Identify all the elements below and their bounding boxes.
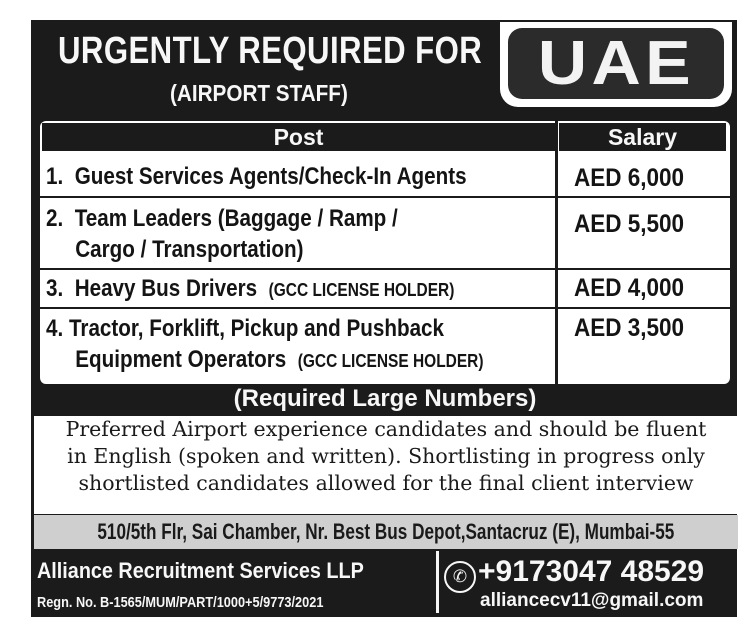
company-name: Alliance Recruitment Services LLP xyxy=(37,558,364,583)
column-header-salary: Salary xyxy=(559,123,726,151)
job-row-1-title: Guest Services Agents/Check-In Agents xyxy=(74,163,467,190)
job-row-1-number: 1. xyxy=(46,163,64,190)
ad-headline: URGENTLY REQUIRED FOR xyxy=(58,30,483,72)
registration-number: Regn. No. B-1565/MUM/PART/1000+5/9773/2021 xyxy=(37,594,324,611)
job-row-2-title-line-2: Cargo / Transportation) xyxy=(75,236,304,263)
job-row-2-post xyxy=(46,203,398,265)
job-row-3-post xyxy=(46,273,454,306)
job-row-1-post xyxy=(46,161,467,192)
required-numbers-banner: (Required Large Numbers) xyxy=(47,385,723,413)
job-row-2-number: 2. xyxy=(46,205,64,232)
footer-divider xyxy=(436,551,439,613)
job-row-3-license-note: (GCC LICENSE HOLDER) xyxy=(268,280,455,300)
requirements-line-1: Preferred Airport experience candidates and should be fluent xyxy=(65,417,707,441)
country-name: UAE xyxy=(537,29,695,98)
row-divider xyxy=(40,268,730,270)
office-address xyxy=(34,515,738,549)
job-row-3-salary: AED 4,000 xyxy=(574,274,685,302)
job-row-4-salary: AED 3,500 xyxy=(574,314,685,342)
column-header-post: Post xyxy=(42,123,555,151)
office-address-text: 510/5th Flr, Sai Chamber, Nr. Best Bus Depot,Santacruz (E), Mumbai-55 xyxy=(97,519,675,544)
job-row-3-title: Heavy Bus Drivers xyxy=(74,275,258,302)
job-row-4-post xyxy=(46,313,483,377)
job-row-4-number: 4. xyxy=(46,315,64,342)
job-row-4-title-line-1: Tractor, Forklift, Pickup and Pushback xyxy=(68,315,445,342)
requirements-text xyxy=(34,416,738,514)
requirements-line-2: in English (spoken and written). Shortlisting in progress only xyxy=(67,444,705,468)
column-divider xyxy=(555,121,558,384)
country-badge-inner xyxy=(508,28,724,99)
requirements-line-3: shortlisted candidates allowed for the final client interview xyxy=(78,471,694,495)
row-divider xyxy=(40,307,730,309)
job-row-1-salary: AED 6,000 xyxy=(574,164,685,192)
job-row-2-title-line-1: Team Leaders (Baggage / Ramp / xyxy=(74,205,398,232)
country-badge xyxy=(500,22,732,107)
row-divider xyxy=(40,196,730,198)
contact-email: alliancecv11@gmail.com xyxy=(480,590,704,611)
job-row-4-title-line-2: Equipment Operators xyxy=(75,346,287,373)
job-row-4-license-note: (GCC LICENSE HOLDER) xyxy=(297,351,484,371)
contact-phone: +9173047 48529 xyxy=(478,555,705,588)
job-row-3-number: 3. xyxy=(46,275,64,302)
job-row-2-salary: AED 5,500 xyxy=(574,210,685,238)
phone-icon: ✆ xyxy=(444,561,476,593)
ad-subheadline: (AIRPORT STAFF) xyxy=(170,80,348,106)
